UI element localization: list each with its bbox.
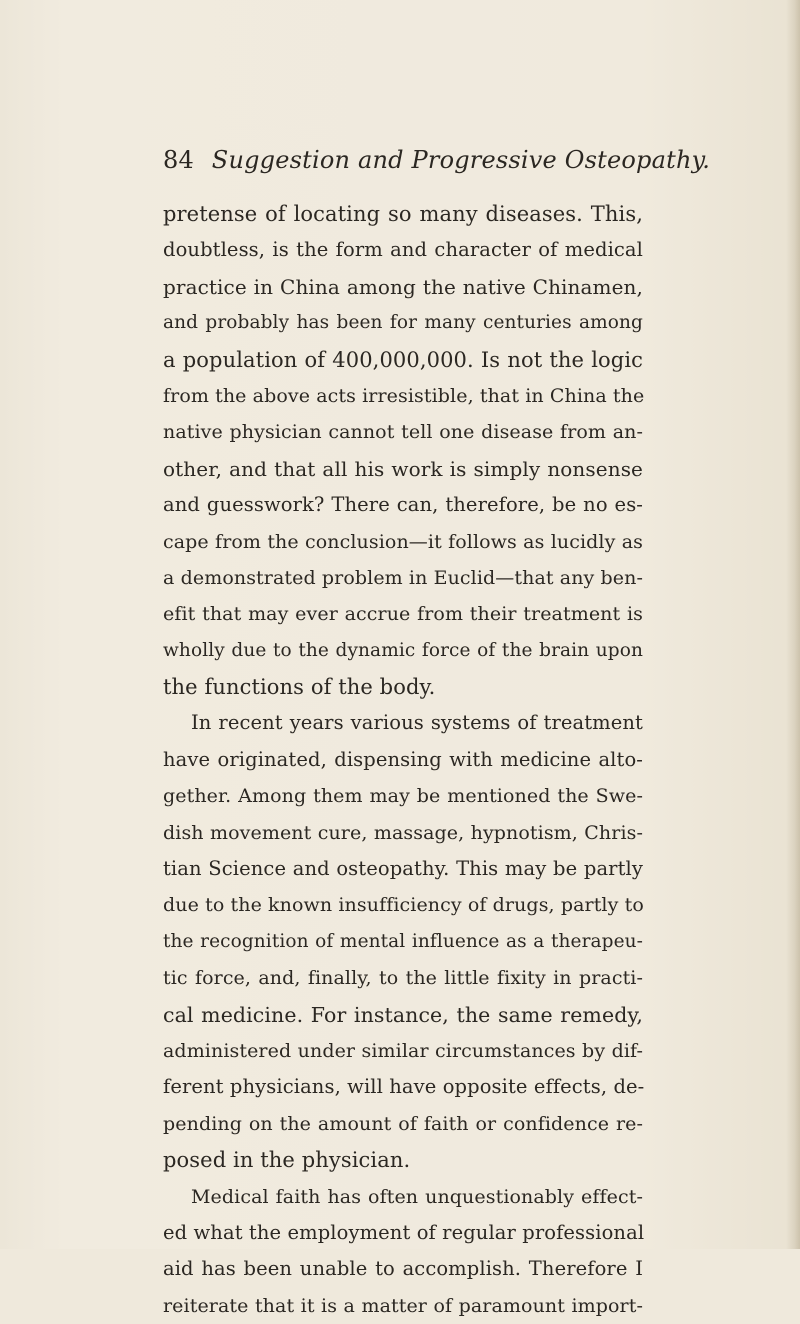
text-line: ferent physicians, will have opposite effects, de- xyxy=(163,1075,645,1099)
text-line: cape from the conclusion—it follows as lucidly as xyxy=(163,530,643,553)
text-line: reiterate that it is a matter of paramount import- xyxy=(163,1294,643,1317)
text-line: other, and that all his work is simply nonsense xyxy=(163,456,643,481)
text-line: practice in China among the native Chinamen, xyxy=(163,274,643,299)
running-title: Suggestion and Progressive Osteopathy. xyxy=(211,146,711,174)
text-line: efit that may ever accrue from their treatment is xyxy=(163,603,643,626)
page-edge-shadow xyxy=(786,0,800,1249)
text-line: and guesswork? There can, therefore, be no es- xyxy=(163,493,643,517)
body-text xyxy=(163,196,643,1324)
text-line: doubtless, is the form and character of medical xyxy=(163,238,643,262)
text-line: aid has been unable to accomplish. Therefore I xyxy=(163,1257,643,1281)
text-line: tic force, and, finally, to the little fixity in practi- xyxy=(163,967,643,990)
text-line: ed what the employment of regular professional xyxy=(163,1220,645,1244)
text-line: tian Science and osteopathy. This may be partly xyxy=(163,857,643,881)
text-line: pending on the amount of faith or confidence re- xyxy=(163,1112,643,1135)
text-line: from the above acts irresistible, that in China the xyxy=(163,384,645,407)
text-line: dish movement cure, massage, hypnotism, Chris- xyxy=(163,821,643,844)
page-number: 84 xyxy=(163,146,194,174)
text-line: wholly due to the dynamic force of the brain upon xyxy=(163,639,643,661)
text-line: and probably has been for many centuries among xyxy=(163,312,643,334)
text-line: cal medicine. For instance, the same remedy, xyxy=(163,1002,643,1027)
text-line: the functions of the body. xyxy=(163,675,436,700)
text-line: In recent years various systems of treatment xyxy=(191,711,643,735)
text-line: native physician cannot tell one disease from an- xyxy=(163,421,643,444)
running-header xyxy=(163,142,711,178)
text-line: Medical faith has often unquestionably effect- xyxy=(191,1185,643,1208)
text-line: a demonstrated problem in Euclid—that any ben- xyxy=(163,566,643,589)
text-line: posed in the physician. xyxy=(163,1148,411,1173)
text-line: a population of 400,000,000. Is not the logic xyxy=(163,347,643,372)
text-line: pretense of locating so many diseases. This, xyxy=(163,202,643,226)
text-line: have originated, dispensing with medicine alto- xyxy=(163,747,643,771)
text-line: gether. Among them may be mentioned the Swe- xyxy=(163,785,643,808)
text-line: due to the known insufficiency of drugs, partly to xyxy=(163,894,644,917)
text-line: the recognition of mental influence as a therapeu- xyxy=(163,930,643,952)
text-line: administered under similar circumstances by dif- xyxy=(163,1039,643,1062)
